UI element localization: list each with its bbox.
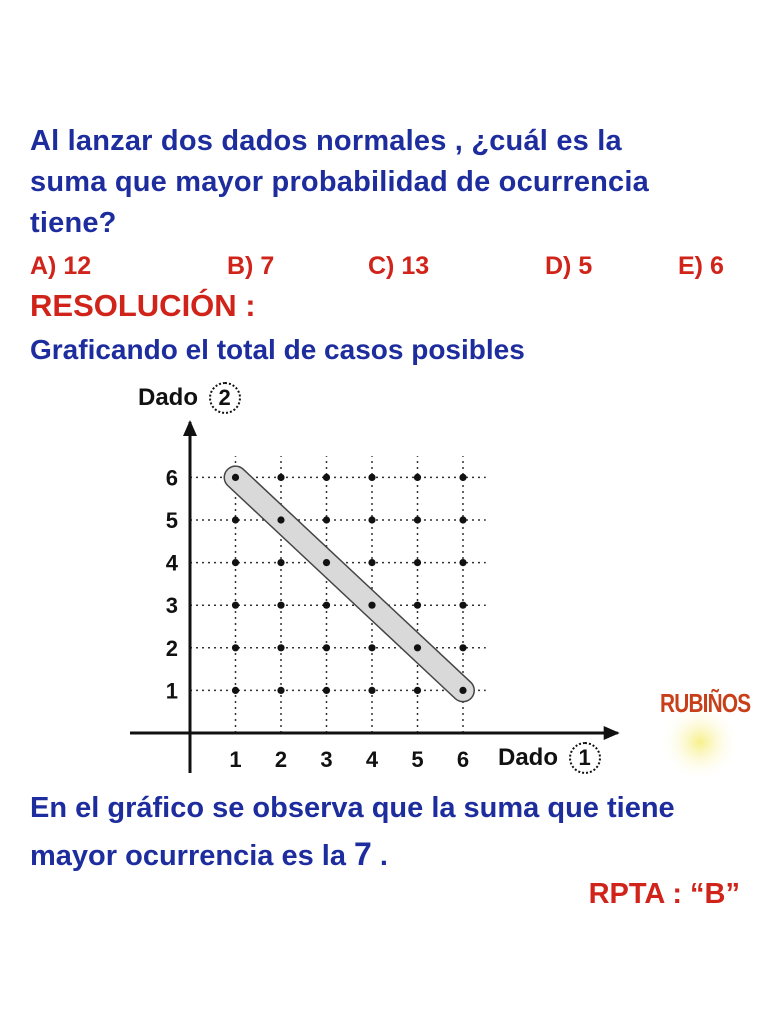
data-point — [232, 516, 239, 523]
data-point — [323, 474, 330, 481]
data-point — [277, 559, 284, 566]
data-point — [277, 687, 284, 694]
conclusion-line-2 — [30, 836, 388, 873]
highlight-band — [236, 477, 464, 690]
data-point — [459, 559, 466, 566]
rubinos-logo — [650, 680, 750, 780]
option-c: C) 13 — [368, 252, 430, 280]
data-point — [414, 516, 421, 523]
data-point — [459, 474, 466, 481]
resolution-title: RESOLUCIÓN : — [30, 288, 256, 323]
x-tick-label: 2 — [274, 747, 288, 772]
data-point — [232, 602, 239, 609]
data-point — [232, 687, 239, 694]
data-point — [459, 516, 466, 523]
data-point — [232, 559, 239, 566]
x-tick-label: 4 — [365, 747, 379, 772]
option-e: E) 6 — [678, 252, 724, 280]
y-tick-label: 2 — [165, 635, 178, 661]
x-axis-arrow — [604, 726, 620, 740]
x-tick-label: 1 — [229, 747, 242, 772]
option-d: D) 5 — [545, 252, 593, 280]
data-point — [459, 644, 466, 651]
conclusion-line-1: En el gráfico se observa que la suma que tiene — [30, 792, 675, 824]
data-point — [368, 559, 375, 566]
graph-intro: Graficando el total de casos posibles — [30, 334, 525, 365]
x-axis-label: Dado — [498, 744, 558, 771]
data-point — [414, 687, 421, 694]
data-point — [414, 644, 421, 651]
y-axis-label: Dado — [138, 384, 198, 411]
conclusion-suffix: . — [371, 840, 388, 872]
x-tick-label: 3 — [320, 747, 333, 772]
data-point — [459, 602, 466, 609]
data-point — [323, 687, 330, 694]
x-axis-marker: 1 — [569, 742, 601, 774]
conclusion-value: 7 — [354, 836, 372, 872]
data-point — [277, 644, 284, 651]
data-point — [414, 559, 421, 566]
y-tick-label: 1 — [165, 678, 178, 704]
y-tick-label: 3 — [165, 593, 178, 619]
data-point — [277, 474, 284, 481]
data-point — [368, 474, 375, 481]
data-point — [459, 687, 466, 694]
data-point — [414, 474, 421, 481]
data-point — [368, 687, 375, 694]
option-a: A) 12 — [30, 252, 92, 280]
x-tick-label: 5 — [411, 747, 424, 772]
y-tick-label: 6 — [165, 465, 178, 491]
y-axis-arrow — [183, 420, 197, 436]
data-point — [323, 644, 330, 651]
y-axis-marker: 2 — [209, 382, 241, 414]
data-point — [277, 602, 284, 609]
logo-text: RUBIÑOS — [660, 688, 751, 718]
answer: RPTA : “B” — [588, 878, 740, 910]
data-point — [368, 644, 375, 651]
data-point — [368, 516, 375, 523]
y-tick-label: 5 — [165, 508, 178, 533]
data-point — [277, 516, 284, 523]
question-line-1: Al lanzar dos dados normales , ¿cuál es la — [30, 125, 622, 157]
data-point — [368, 602, 375, 609]
question-line-2: suma que mayor probabilidad de ocurrencia — [30, 166, 649, 198]
data-point — [232, 644, 239, 651]
y-tick-label: 4 — [165, 550, 178, 576]
data-point — [232, 474, 239, 481]
data-point — [323, 559, 330, 566]
data-point — [414, 602, 421, 609]
data-point — [323, 602, 330, 609]
conclusion-prefix: mayor ocurrencia es la — [30, 840, 354, 872]
option-b: B) 7 — [227, 252, 275, 280]
x-tick-label: 6 — [456, 747, 470, 772]
data-point — [323, 516, 330, 523]
question-line-3: tiene? — [30, 207, 117, 239]
